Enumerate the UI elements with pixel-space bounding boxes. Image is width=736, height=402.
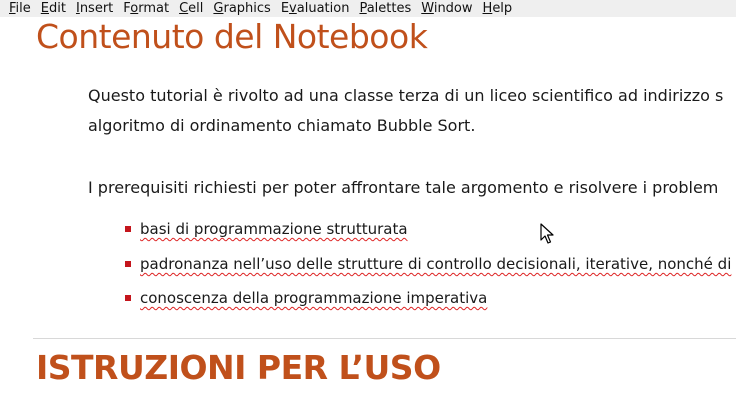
menu-edit[interactable]: Edit bbox=[40, 1, 66, 16]
menu-evaluation[interactable]: Evaluation bbox=[280, 1, 350, 16]
menu-format[interactable]: Format bbox=[123, 1, 170, 16]
notebook-document bbox=[0, 17, 736, 402]
list-item-text: padronanza nell’uso delle strutture di controllo decisionali, iterative, nonché di bbox=[140, 255, 732, 273]
menu-cell[interactable]: Cell bbox=[179, 1, 204, 16]
menu-window[interactable]: Window bbox=[421, 1, 473, 16]
bullet-square-icon bbox=[125, 226, 131, 232]
section-divider bbox=[33, 338, 736, 339]
section-heading[interactable]: ISTRUZIONI PER L’USO bbox=[36, 348, 441, 387]
prerequisites-paragraph[interactable]: I prerequisiti richiesti per poter affrontare tale argomento e risolvere i problem bbox=[88, 178, 719, 197]
list-item[interactable] bbox=[125, 220, 408, 238]
list-item[interactable] bbox=[125, 289, 487, 307]
intro-paragraph-line2[interactable]: algoritmo di ordinamento chiamato Bubble Sort. bbox=[88, 116, 476, 135]
menu-insert[interactable]: Insert bbox=[75, 1, 114, 16]
menu-graphics[interactable]: Graphics bbox=[213, 1, 271, 16]
bullet-square-icon bbox=[125, 295, 131, 301]
menu-help[interactable]: Help bbox=[482, 1, 513, 16]
list-item-text: conoscenza della programmazione imperativa bbox=[140, 289, 488, 307]
list-item[interactable] bbox=[125, 255, 731, 273]
menu-palettes[interactable]: Palettes bbox=[359, 1, 412, 16]
bullet-square-icon bbox=[125, 261, 131, 267]
mouse-pointer-icon bbox=[540, 223, 554, 245]
menu-bar bbox=[0, 0, 736, 17]
menu-file[interactable]: File bbox=[9, 1, 31, 16]
intro-paragraph-line1[interactable]: Questo tutorial è rivolto ad una classe terza di un liceo scientifico ad indirizzo s bbox=[88, 86, 724, 105]
notebook-title[interactable]: Contenuto del Notebook bbox=[36, 17, 428, 56]
list-item-text: basi di programmazione strutturata bbox=[140, 220, 408, 238]
